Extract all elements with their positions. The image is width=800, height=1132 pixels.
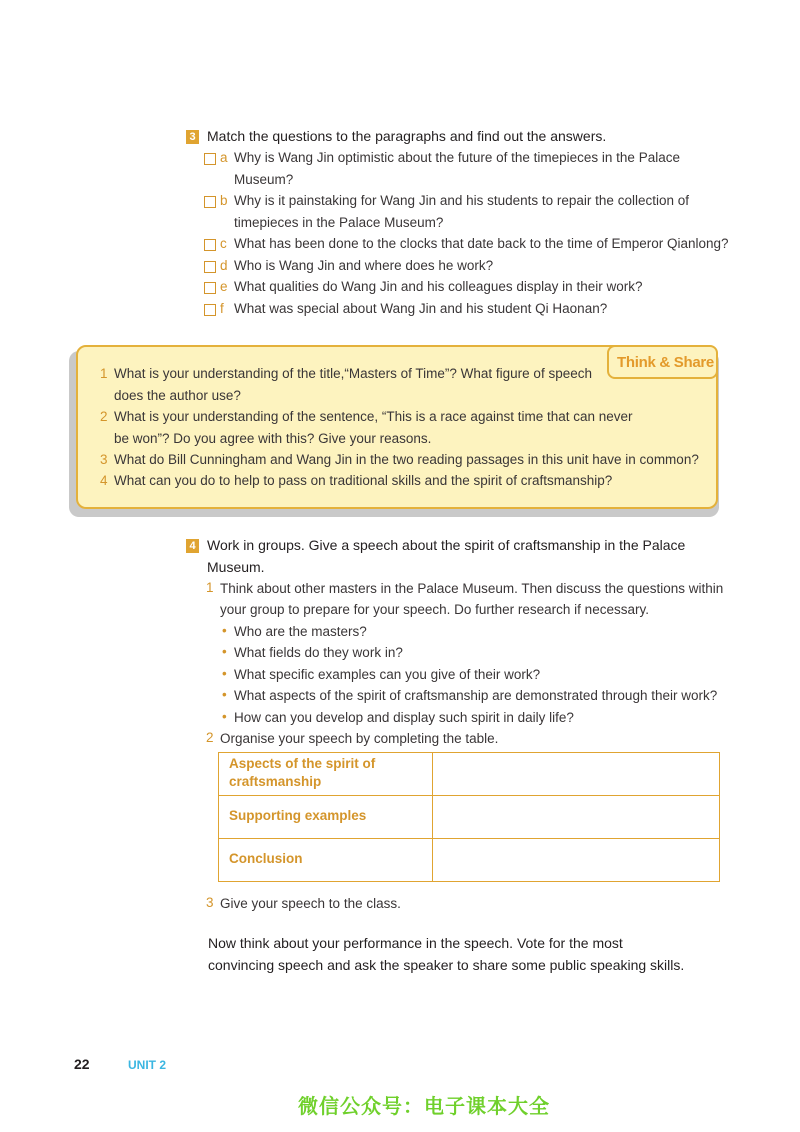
question-text: What qualities do Wang Jin and his colleagues display in their work? (234, 279, 643, 294)
question-text: Who is Wang Jin and where does he work? (234, 258, 494, 273)
step-text: your group to prepare for your speech. Do further research if necessary. (220, 602, 649, 617)
table-row (219, 839, 720, 882)
question-text: What has been done to the clocks that date back to the time of Emperor Qianlong? (234, 236, 729, 251)
section-4-heading: Museum. (207, 559, 265, 575)
think-share-text: does the author use? (114, 388, 241, 403)
think-share-text: What can you do to help to pass on traditional skills and the spirit of craftsmanship? (114, 473, 613, 488)
table-label-cell (219, 753, 433, 796)
question-letter: a (220, 150, 228, 165)
unit-label: UNIT 2 (128, 1058, 167, 1072)
think-share-label: Think & Share (617, 354, 714, 371)
think-share-number: 3 (100, 452, 108, 467)
table-answer-cell[interactable] (433, 839, 720, 882)
bullet-text: How can you develop and display such spirit in daily life? (234, 710, 574, 725)
question-letter: e (220, 279, 228, 294)
section-3-heading: Match the questions to the paragraphs and find out the answers. (207, 128, 607, 144)
bullet-text: What fields do they work in? (234, 645, 403, 660)
think-share-number: 2 (100, 409, 108, 424)
think-share-number: 1 (100, 366, 108, 381)
closing-text: convincing speech and ask the speaker to share some public speaking skills. (208, 957, 685, 973)
wechat-watermark: 微信公众号：电子课本大全 (298, 1096, 550, 1118)
think-share-text: What is your understanding of the sentence, “This is a race against time that can never (114, 409, 633, 424)
question-text: Why is it painstaking for Wang Jin and his students to repair the collection of (234, 193, 689, 208)
checkbox-b[interactable] (204, 196, 216, 208)
think-share-tab (607, 345, 718, 379)
question-letter: d (220, 258, 228, 273)
table-label: Supporting examples (229, 808, 367, 823)
table-label-cell (219, 839, 433, 882)
question-text: Museum? (234, 172, 294, 187)
table-answer-cell[interactable] (433, 753, 720, 796)
bullet-text: What specific examples can you give of their work? (234, 667, 541, 682)
think-share-text: What is your understanding of the title,“Masters of Time”? What figure of speech (114, 366, 592, 381)
bullet-dot: • (222, 644, 227, 659)
question-text: timepieces in the Palace Museum? (234, 215, 444, 230)
step-number: 1 (206, 580, 214, 595)
bullet-dot: • (222, 709, 227, 724)
table-label: Aspects of the spirit of (229, 756, 376, 771)
checkbox-d[interactable] (204, 261, 216, 273)
question-letter: c (220, 236, 227, 251)
bullet-dot: • (222, 687, 227, 702)
question-text: Why is Wang Jin optimistic about the future of the timepieces in the Palace (234, 150, 680, 165)
think-share-text: What do Bill Cunningham and Wang Jin in the two reading passages in this unit have in common? (114, 452, 699, 467)
bullet-text: Who are the masters? (234, 624, 367, 639)
step-text: Think about other masters in the Palace Museum. Then discuss the questions within (220, 581, 724, 596)
bullet-dot: • (222, 623, 227, 638)
section-3-badge: 3 (186, 130, 199, 144)
think-share-text: be won”? Do you agree with this? Give your reasons. (114, 431, 432, 446)
speech-table (218, 752, 720, 882)
question-letter: b (220, 193, 228, 208)
bullet-text: What aspects of the spirit of craftsmanship are demonstrated through their work? (234, 688, 718, 703)
bullet-dot: • (222, 666, 227, 681)
step-text: Organise your speech by completing the table. (220, 731, 499, 746)
think-share-number: 4 (100, 473, 108, 488)
checkbox-c[interactable] (204, 239, 216, 251)
section-4-badge: 4 (186, 539, 199, 553)
table-label: Conclusion (229, 851, 303, 866)
question-letter: f (220, 301, 224, 316)
section-4-heading: Work in groups. Give a speech about the spirit of craftsmanship in the Palace (207, 537, 686, 553)
checkbox-e[interactable] (204, 282, 216, 294)
step-number: 3 (206, 895, 214, 910)
table-label: craftsmanship (229, 774, 322, 789)
table-row (219, 753, 720, 796)
step-number: 2 (206, 730, 214, 745)
question-text: What was special about Wang Jin and his student Qi Haonan? (234, 301, 608, 316)
checkbox-f[interactable] (204, 304, 216, 316)
table-label-cell (219, 796, 433, 839)
table-row (219, 796, 720, 839)
checkbox-a[interactable] (204, 153, 216, 165)
closing-text: Now think about your performance in the speech. Vote for the most (208, 935, 623, 951)
step-text: Give your speech to the class. (220, 896, 401, 911)
table-answer-cell[interactable] (433, 796, 720, 839)
page-number: 22 (74, 1056, 90, 1072)
